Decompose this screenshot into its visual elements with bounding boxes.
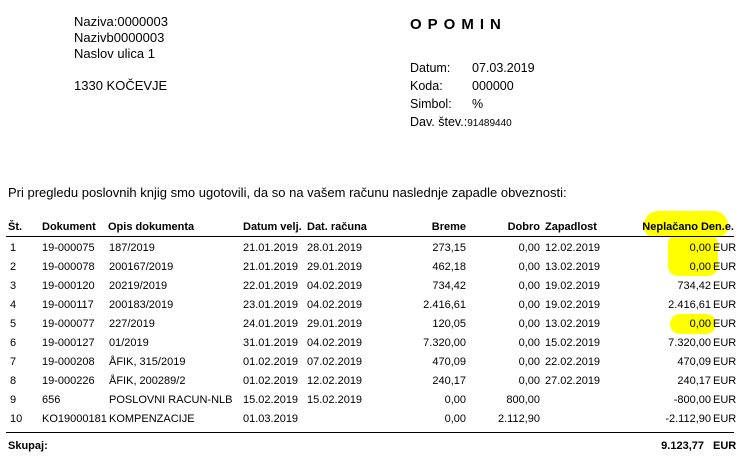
row-currency: EUR bbox=[713, 413, 737, 425]
row-st: 1 bbox=[10, 242, 17, 254]
col-breme: Breme bbox=[431, 221, 466, 233]
row-currency: EUR bbox=[713, 299, 737, 311]
meta-simbol-label: Simbol: bbox=[410, 97, 452, 111]
table-row bbox=[0, 299, 756, 318]
row-breme: 273,15 bbox=[432, 242, 466, 254]
address-city: 1330 KOČEVJE bbox=[74, 78, 168, 93]
row-st: 8 bbox=[10, 375, 17, 387]
row-dat-racuna: 29.01.2019 bbox=[307, 318, 363, 330]
row-opis: ÅFIK, 315/2019 bbox=[109, 356, 186, 368]
row-opis: 20219/2019 bbox=[109, 280, 168, 292]
row-st: 6 bbox=[10, 337, 17, 349]
row-dokument: 19-000120 bbox=[42, 280, 95, 292]
row-currency: EUR bbox=[713, 261, 737, 273]
table-header bbox=[0, 221, 756, 240]
row-neplacano: 0,00 bbox=[689, 242, 711, 254]
row-currency: EUR bbox=[713, 337, 737, 349]
row-dobro: 2.112,90 bbox=[497, 413, 540, 425]
meta-datum-value: 07.03.2019 bbox=[472, 61, 535, 75]
row-dat-racuna: 29.01.2019 bbox=[307, 261, 363, 273]
row-st: 3 bbox=[10, 280, 17, 292]
row-currency: EUR bbox=[713, 318, 737, 330]
row-dokument: 19-000127 bbox=[42, 337, 95, 349]
row-zapadlost: 13.02.2019 bbox=[545, 261, 601, 273]
table-row bbox=[0, 356, 756, 375]
row-dokument: 19-000075 bbox=[42, 242, 95, 254]
row-opis: 200167/2019 bbox=[109, 261, 174, 273]
row-dobro: 0,00 bbox=[518, 318, 540, 330]
row-breme: 462,18 bbox=[432, 261, 466, 273]
row-dobro: 0,00 bbox=[518, 299, 540, 311]
row-breme: 470,09 bbox=[432, 356, 466, 368]
row-neplacano: 2.416,61 bbox=[668, 299, 711, 311]
row-dobro: 0,00 bbox=[518, 242, 540, 254]
row-breme: 120,05 bbox=[432, 318, 466, 330]
meta-simbol-value: % bbox=[472, 97, 484, 111]
row-datum-velj: 01.02.2019 bbox=[243, 375, 299, 387]
total-currency: EUR bbox=[713, 440, 737, 452]
row-dobro: 0,00 bbox=[518, 375, 540, 387]
row-dokument: 19-000117 bbox=[42, 299, 94, 311]
row-breme: 240,17 bbox=[432, 375, 466, 387]
row-dat-racuna: 07.02.2019 bbox=[307, 356, 363, 368]
row-zapadlost: 12.02.2019 bbox=[545, 242, 601, 254]
meta-dav-value: 91489440 bbox=[467, 118, 512, 129]
row-dat-racuna: 04.02.2019 bbox=[307, 337, 363, 349]
col-dokument: Dokument bbox=[42, 221, 96, 233]
table-row bbox=[0, 394, 756, 413]
row-zapadlost: 19.02.2019 bbox=[545, 280, 601, 292]
row-opis: 227/2019 bbox=[109, 318, 155, 330]
row-dobro: 800,00 bbox=[506, 394, 540, 406]
row-st: 9 bbox=[10, 394, 17, 406]
address-line-3: Naslov ulica 1 bbox=[74, 46, 155, 61]
row-dat-racuna: 28.01.2019 bbox=[307, 242, 363, 254]
meta-koda-value: 000000 bbox=[472, 79, 514, 93]
row-breme: 2.416,61 bbox=[423, 299, 466, 311]
row-opis: ÅFIK, 200289/2 bbox=[109, 375, 186, 387]
table-row bbox=[0, 280, 756, 299]
address-line-2: Nazivb0000003 bbox=[74, 30, 165, 45]
meta-datum bbox=[410, 61, 535, 75]
header-divider bbox=[6, 236, 734, 237]
row-st: 2 bbox=[10, 261, 17, 273]
row-datum-velj: 01.02.2019 bbox=[243, 356, 299, 368]
row-currency: EUR bbox=[713, 375, 737, 387]
row-breme: 734,42 bbox=[432, 280, 466, 292]
table-row bbox=[0, 261, 756, 280]
row-dobro: 0,00 bbox=[518, 261, 540, 273]
row-datum-velj: 22.01.2019 bbox=[243, 280, 299, 292]
row-zapadlost: 15.02.2019 bbox=[545, 337, 601, 349]
row-dat-racuna: 04.02.2019 bbox=[307, 280, 363, 292]
col-zapadlost: Zapadlost bbox=[545, 221, 597, 233]
table-row bbox=[0, 242, 756, 261]
meta-koda-label: Koda: bbox=[410, 79, 443, 93]
table-row bbox=[0, 337, 756, 356]
row-dat-racuna: 15.02.2019 bbox=[307, 394, 363, 406]
col-dat-racuna: Dat. računa bbox=[307, 221, 367, 233]
row-neplacano: 240,17 bbox=[677, 375, 711, 387]
row-dobro: 0,00 bbox=[518, 356, 540, 368]
meta-dav bbox=[410, 115, 512, 129]
row-dat-racuna: 04.02.2019 bbox=[307, 299, 363, 311]
row-st: 7 bbox=[10, 356, 17, 368]
row-datum-velj: 01.03.2019 bbox=[243, 413, 299, 425]
row-opis: KOMPENZACIJE bbox=[109, 413, 195, 425]
row-dobro: 0,00 bbox=[518, 280, 540, 292]
row-neplacano: 734,42 bbox=[677, 280, 711, 292]
meta-simbol bbox=[410, 97, 483, 111]
row-dokument: 656 bbox=[42, 394, 61, 406]
total-label: Skupaj: bbox=[8, 440, 48, 452]
table-row bbox=[0, 413, 756, 432]
row-opis: POSLOVNI RACUN-NLB bbox=[109, 394, 233, 406]
row-neplacano: -2.112,90 bbox=[665, 413, 711, 425]
col-dobro: Dobro bbox=[507, 221, 540, 233]
intro-text: Pri pregledu poslovnih knjig smo ugotovili, da so na vašem računu naslednje zapadle obveznosti: bbox=[8, 185, 567, 200]
row-datum-velj: 23.01.2019 bbox=[243, 299, 299, 311]
row-dokument: 19-000226 bbox=[42, 375, 95, 387]
col-datum-velj: Datum velj. bbox=[243, 221, 302, 233]
row-dokument: 19-000077 bbox=[42, 318, 95, 330]
meta-koda bbox=[410, 79, 514, 93]
row-datum-velj: 21.01.2019 bbox=[243, 261, 299, 273]
col-neplacano: Neplačano Den.e. bbox=[642, 221, 734, 233]
col-opis: Opis dokumenta bbox=[108, 221, 195, 233]
meta-dav-label: Dav. štev.: bbox=[410, 115, 468, 129]
total-value: 9.123,77 bbox=[661, 440, 704, 452]
row-dat-racuna: 12.02.2019 bbox=[307, 375, 363, 387]
row-datum-velj: 15.02.2019 bbox=[243, 394, 299, 406]
document-title: OPOMIN bbox=[410, 16, 507, 33]
meta-datum-label: Datum: bbox=[410, 61, 451, 75]
row-zapadlost: 22.02.2019 bbox=[545, 356, 601, 368]
row-datum-velj: 21.01.2019 bbox=[243, 242, 299, 254]
row-neplacano: 0,00 bbox=[689, 261, 711, 273]
row-neplacano: 7.320,00 bbox=[668, 337, 711, 349]
row-zapadlost: 27.02.2019 bbox=[545, 375, 601, 387]
row-dokument: 19-000078 bbox=[42, 261, 95, 273]
recipient-address bbox=[74, 14, 168, 62]
row-datum-velj: 24.01.2019 bbox=[243, 318, 299, 330]
row-currency: EUR bbox=[713, 394, 737, 406]
row-dobro: 0,00 bbox=[518, 337, 540, 349]
row-dokument: 19-000208 bbox=[42, 356, 95, 368]
row-opis: 01/2019 bbox=[109, 337, 149, 349]
col-st: Št. bbox=[8, 221, 23, 233]
row-neplacano: -800,00 bbox=[673, 394, 711, 406]
row-neplacano: 0,00 bbox=[689, 318, 711, 330]
row-datum-velj: 31.01.2019 bbox=[243, 337, 299, 349]
table-row bbox=[0, 375, 756, 394]
row-breme: 0,00 bbox=[444, 394, 466, 406]
row-currency: EUR bbox=[713, 356, 737, 368]
row-st: 10 bbox=[10, 413, 23, 425]
row-st: 4 bbox=[10, 299, 17, 311]
row-opis: 200183/2019 bbox=[109, 299, 174, 311]
row-neplacano: 470,09 bbox=[677, 356, 711, 368]
total-divider bbox=[6, 432, 734, 433]
row-dokument: KO19000181 bbox=[42, 413, 107, 425]
row-currency: EUR bbox=[713, 242, 737, 254]
row-opis: 187/2019 bbox=[109, 242, 155, 254]
table-row bbox=[0, 318, 756, 337]
row-breme: 7.320,00 bbox=[423, 337, 466, 349]
row-zapadlost: 13.02.2019 bbox=[545, 318, 601, 330]
total-row bbox=[0, 440, 756, 459]
address-line-1: Naziva:0000003 bbox=[74, 14, 168, 29]
row-st: 5 bbox=[10, 318, 17, 330]
row-currency: EUR bbox=[713, 280, 737, 292]
row-breme: 0,00 bbox=[444, 413, 466, 425]
row-zapadlost: 19.02.2019 bbox=[545, 299, 601, 311]
